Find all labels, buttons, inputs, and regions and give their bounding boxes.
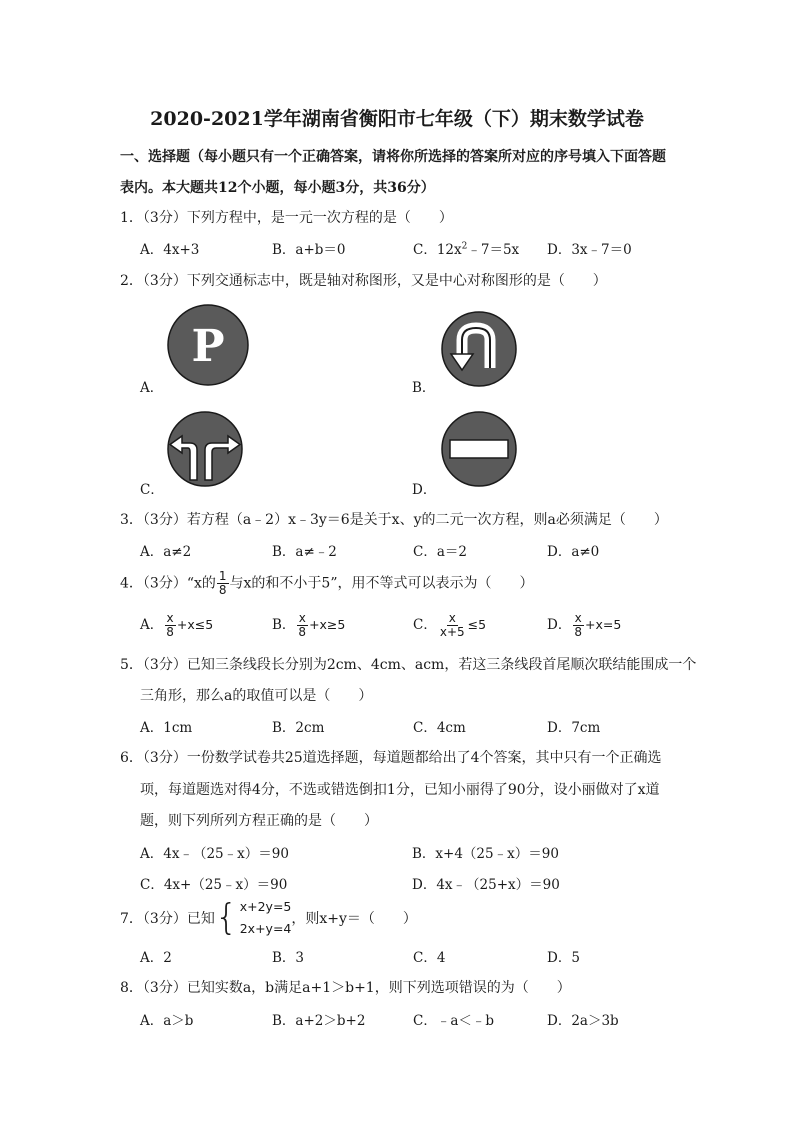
q4-b-den: 8	[298, 625, 307, 639]
parking-sign-icon	[166, 303, 250, 387]
question-5-line2: 三角形，那么a的取值可以是（ ）	[140, 688, 373, 704]
q4-stem-pre: 4．（3分）“x的	[120, 575, 216, 592]
q3-option-d: D．a≠0	[547, 544, 600, 560]
q1-option-a	[140, 238, 199, 258]
left-brace-icon: {	[214, 897, 238, 938]
q6-option-b: B．x+4（25﹣x）＝90	[412, 846, 559, 862]
q7-option-c: C．4	[413, 950, 446, 966]
q8-option-b: B．a+2＞b+2	[272, 1013, 366, 1029]
question-6-line1: 6．（3分）一份数学试卷共25道选择题，每道题都给出了4个答案，其中只有一个正确选	[120, 750, 662, 766]
q6-option-c: C．4x+（25﹣x）＝90	[140, 877, 288, 893]
q7-option-a: A．2	[140, 950, 172, 966]
question-1-stem: 1．（3分）下列方程中，是一元一次方程的是（ ）	[120, 210, 453, 226]
section-heading-line1: 一、选择题（每小题只有一个正确答案，请将你所选择的答案所对应的序号填入下面答题	[120, 149, 666, 165]
page-title: 2020-2021学年湖南省衡阳市七年级（下）期末数学试卷	[150, 108, 644, 130]
q4-option-a-rest: +x≤5	[176, 617, 214, 632]
q4-stem-fraction	[217, 570, 229, 597]
q4-option-c	[413, 612, 486, 639]
q4-option-c-fraction	[438, 612, 467, 639]
q3-option-b: B．a≠﹣2	[272, 544, 337, 560]
q4-c-den: x+5	[439, 625, 465, 639]
question-6-line2: 项，每道题选对得4分，不选或错选倒扣1分，已知小丽得了90分，设小丽做对了x道	[140, 782, 660, 798]
question-4-stem	[120, 570, 533, 597]
q1-option-c-exponent: 2	[461, 241, 468, 252]
q7-stem-pre: 7．（3分）已知	[120, 911, 215, 927]
q6-option-d: D．4x﹣（25+x）＝90	[412, 877, 560, 893]
q4-option-d-fraction	[572, 612, 584, 639]
q2-option-a-label: A．	[140, 380, 164, 396]
q5-option-b: B．2cm	[272, 720, 325, 736]
question-8-stem: 8．（3分）已知实数a，b满足a+1＞b+1，则下列选项错误的为（ ）	[120, 980, 571, 996]
q4-a-den: 8	[166, 625, 174, 639]
q4-option-b-label: B．	[272, 617, 296, 633]
q6-option-a: A．4x﹣（25﹣x）＝90	[140, 846, 289, 862]
q4-c-num: x	[448, 611, 456, 625]
q5-option-c: C．4cm	[413, 720, 466, 736]
q1-option-d-label: D．	[547, 242, 572, 258]
q7-equation-system	[215, 896, 292, 940]
q3-option-a: A．a≠2	[140, 544, 192, 560]
q1-option-b	[272, 238, 346, 258]
q1-option-c-text: 12x	[436, 242, 462, 258]
q4-option-a	[140, 612, 213, 639]
q3-option-c: C．a＝2	[413, 544, 467, 560]
q4-d-den: 8	[574, 625, 582, 639]
q1-option-a-label: A．	[140, 242, 164, 258]
q4-option-a-fraction	[164, 612, 176, 639]
q4-option-b-fraction	[296, 612, 308, 639]
q1-option-d-text: 3x﹣7＝0	[571, 242, 632, 258]
q8-option-c: C．﹣a＜﹣b	[413, 1013, 495, 1029]
q4-option-b-rest: +x≥5	[309, 617, 346, 632]
q4-stem-post: 与x的和不小于5”，用不等式可以表示为（ ）	[229, 575, 534, 592]
q4-option-a-label: A．	[140, 617, 164, 633]
q2-option-d-label: D．	[412, 482, 437, 498]
q7-equation-1: x+2y=5	[239, 899, 292, 914]
q4-d-num: x	[574, 611, 582, 625]
q4-stem-frac-den: 8	[218, 583, 227, 597]
q4-option-d-label: D．	[547, 617, 572, 633]
q5-option-d: D．7cm	[547, 720, 601, 736]
q1-option-a-text: 4x+3	[163, 242, 200, 258]
q7-equation-2: 2x+y=4	[239, 921, 292, 936]
q2-option-b-label: B．	[412, 380, 436, 396]
q2-option-c-label: C．	[140, 482, 164, 498]
question-7-stem	[120, 896, 417, 940]
q4-option-c-label: C．	[413, 617, 437, 633]
q7-option-d: D．5	[547, 950, 580, 966]
q1-option-c-rest: ﹣7＝5x	[467, 242, 520, 258]
fork-arrow-sign-icon	[166, 410, 244, 488]
no-entry-sign-icon	[440, 410, 518, 488]
q1-option-c	[413, 238, 519, 258]
q1-option-c-label: C．	[413, 242, 437, 258]
q5-option-a: A．1cm	[140, 720, 193, 736]
q4-stem-frac-num: 1	[218, 569, 227, 583]
question-3-stem: 3．（3分）若方程（a﹣2）x﹣3y＝6是关于x、y的二元一次方程，则a必须满足（ ）	[120, 512, 668, 528]
q4-option-d-rest: +x=5	[584, 617, 622, 632]
q4-option-d	[547, 612, 621, 639]
q1-option-d	[547, 238, 632, 258]
q1-option-b-text: a+b＝0	[295, 242, 346, 258]
q4-option-c-rest: ≤5	[467, 617, 487, 632]
q4-option-b	[272, 612, 345, 639]
u-turn-sign-icon	[440, 310, 518, 388]
q1-option-b-label: B．	[272, 242, 296, 258]
parking-sign-letter: P	[191, 321, 225, 372]
q4-b-num: x	[298, 611, 306, 625]
question-5-line1: 5．（3分）已知三条线段长分别为2cm、4cm、acm，若这三条线段首尾顺次联结能围成一个	[120, 657, 697, 673]
section-heading-line2: 表内。本大题共12个小题，每小题3分，共36分）	[120, 180, 435, 196]
q7-stem-post: ，则x+y＝（ ）	[291, 911, 417, 927]
q8-option-a: A．a＞b	[140, 1013, 194, 1029]
question-2-stem: 2．（3分）下列交通标志中，既是轴对称图形，又是中心对称图形的是（ ）	[120, 273, 607, 289]
q7-option-b: B．3	[272, 950, 305, 966]
q4-a-num: x	[166, 611, 174, 625]
q8-option-d: D．2a＞3b	[547, 1013, 619, 1029]
question-6-line3: 题，则下列所列方程正确的是（ ）	[140, 813, 378, 829]
